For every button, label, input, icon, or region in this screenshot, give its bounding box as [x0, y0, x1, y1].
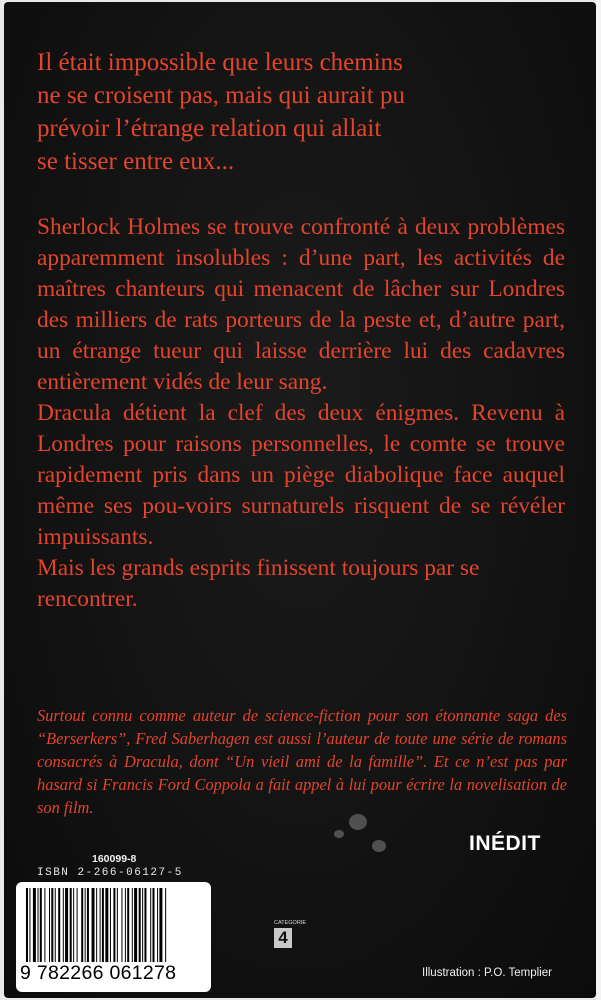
synopsis-paragraph: Mais les grands esprits finissent toujours par se rencontrer.: [37, 555, 480, 612]
barcode-number: 9 782266 061278: [20, 962, 177, 984]
category-label: CATEGORIE: [274, 920, 306, 926]
barcode-bar: [58, 888, 60, 962]
scuff-mark: [349, 814, 367, 830]
inedit-badge: INÉDIT: [469, 832, 541, 855]
isbn: ISBN 2-266-06127-5: [37, 867, 183, 879]
barcode-bar: [100, 888, 101, 962]
barcode-bar: [157, 888, 158, 962]
barcode-bar: [96, 888, 97, 962]
synopsis-paragraph: Sherlock Holmes se trouve confronté à deux problèmes apparemment insolubles : d’une part, les activités de maîtres chanteurs qui menacent de lâcher sur Londres des milliers de rats porteurs de la peste et, d’autre part, un étrange tueur qui laisse derrière lui des cadavres entièrement vidés de leur sang.: [37, 214, 565, 395]
barcode-bar: [127, 888, 129, 962]
barcode-bar: [144, 888, 146, 962]
back-cover: [4, 2, 596, 998]
synopsis-paragraph: Dracula détient la clef des deux énigmes. Revenu à Londres pour raisons personnelles, le comte se trouve rapidement pris dans un piège diabolique face auquel même ses pou-voirs surnaturels risquent de se révéler impuissants.: [37, 400, 565, 550]
barcode-bar: [121, 888, 122, 962]
illustration-credit: Illustration : P.O. Templier: [422, 967, 552, 979]
barcode-bar: [159, 888, 162, 962]
barcode-bar: [105, 888, 108, 962]
barcode-bar: [132, 888, 133, 962]
barcode-bar: [55, 888, 56, 962]
synopsis: [37, 212, 565, 615]
teaser-line: Il était impossible que leurs chemins: [37, 49, 403, 76]
barcode-bar: [49, 888, 50, 962]
barcode-bar: [73, 888, 74, 962]
scuff-mark: [334, 830, 344, 838]
barcode-bar: [26, 888, 28, 962]
barcode-bar: [77, 888, 78, 962]
category-mark: [274, 920, 306, 948]
barcode-bar: [87, 888, 89, 962]
scuff-mark: [372, 840, 386, 852]
barcode-bar: [65, 888, 68, 962]
page-edge: [596, 0, 601, 1000]
barcode: [16, 882, 211, 992]
teaser-line: ne se croisent pas, mais qui aurait pu: [37, 82, 405, 109]
teaser-line: se tisser entre eux...: [37, 148, 235, 175]
barcode-bar: [92, 888, 95, 962]
barcode-bar: [38, 888, 39, 962]
barcode-bar: [33, 888, 36, 962]
barcode-bar: [110, 888, 111, 962]
barcode-bar: [70, 888, 72, 962]
barcode-bar: [125, 888, 126, 962]
barcode-bar: [117, 888, 118, 962]
barcode-bar: [150, 888, 151, 962]
barcode-bar: [113, 888, 115, 962]
barcode-bar: [81, 888, 83, 962]
barcode-bar: [85, 888, 86, 962]
category-number: 4: [274, 928, 292, 948]
product-code: 160099-8: [92, 853, 137, 865]
barcode-bar: [142, 888, 143, 962]
teaser-line: prévoir l’étrange relation qui allait: [37, 115, 382, 142]
barcode-bar: [51, 888, 53, 962]
barcode-bar: [29, 888, 30, 962]
barcode-bar: [102, 888, 104, 962]
author-note: Surtout connu comme auteur de science-fiction pour son étonnante saga des “Berserkers”, Fred Saberhagen est aussi l’auteur de toute une série de romans consacrés à Dracula, dont “Un vieil ami de la famille”. Et ce n’est pas par hasard si Francis Ford Coppola a fait appel à lui pour écrire la novelisation de son film.: [37, 706, 567, 817]
barcode-bar: [63, 888, 64, 962]
barcode-bar: [139, 888, 141, 962]
teaser-text: [37, 46, 537, 178]
barcode-bars: [22, 888, 205, 962]
barcode-bar: [153, 888, 155, 962]
barcode-bar: [165, 888, 166, 962]
barcode-bar: [134, 888, 137, 962]
barcode-bar: [40, 888, 42, 962]
barcode-bar: [44, 888, 45, 962]
